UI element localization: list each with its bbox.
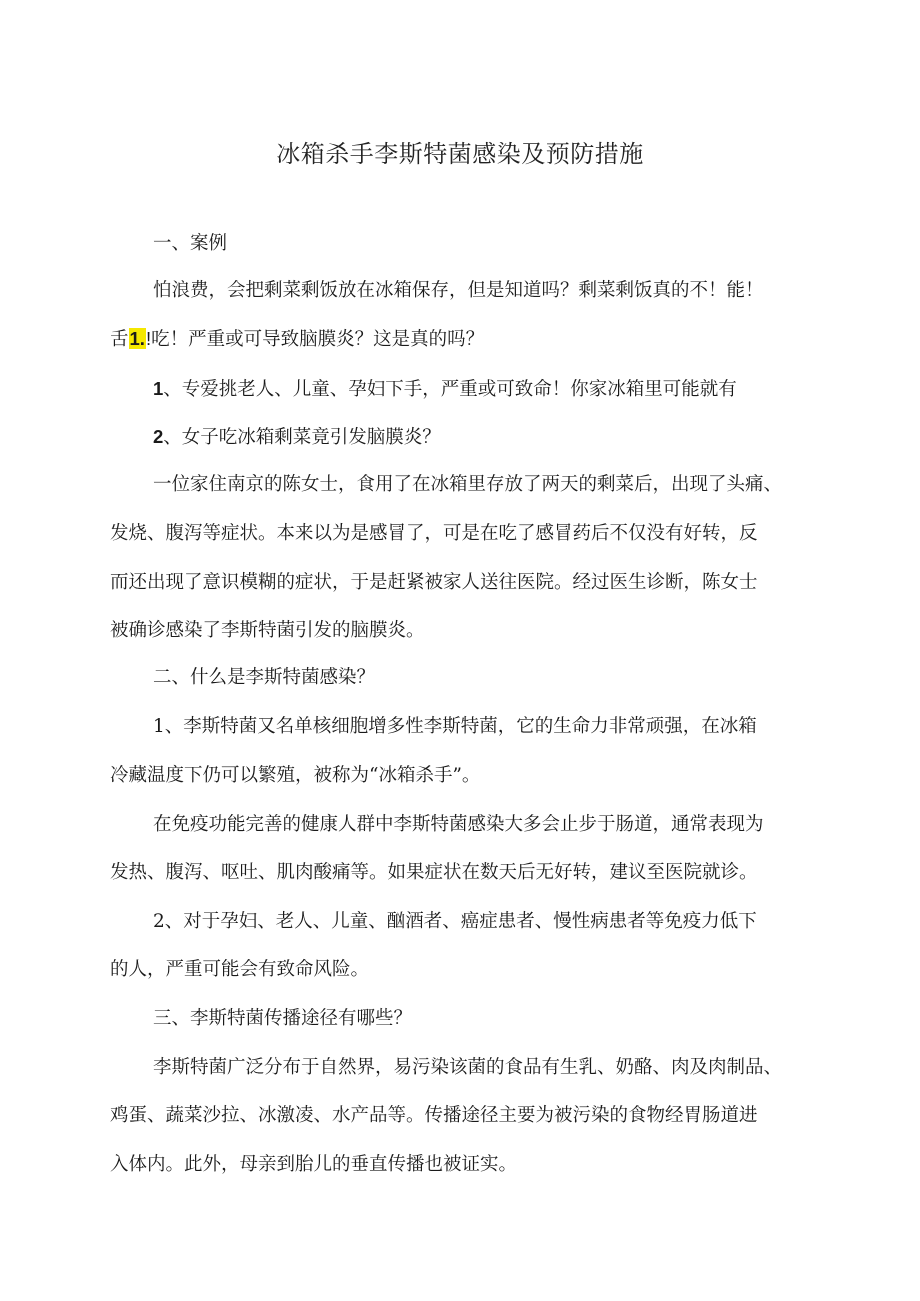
paragraph-line: 怕浪费，会把剩菜剩饭放在冰箱保存，但是知道吗？剩菜剩饭真的不！能！ — [153, 280, 764, 301]
text-fragment: ! — [145, 328, 152, 349]
paragraph-line: 发热、腹泻、呕吐、肌肉酸痛等。如果症状在数天后无好转，建议至医院就诊。 — [110, 862, 758, 883]
text-fragment: 舌 — [110, 329, 129, 350]
highlight-mark: 1. — [129, 328, 145, 349]
section-heading-what-is: 二、什么是李斯特菌感染？ — [153, 667, 376, 688]
paragraph-line: 冷藏温度下仍可以繁殖，被称为“冰箱杀手”。 — [110, 765, 481, 786]
section-heading-transmission: 三、李斯特菌传播途径有哪些？ — [153, 1008, 413, 1029]
document-title: 冰箱杀手李斯特菌感染及预防措施 — [276, 140, 644, 168]
list-item-text: 、专爱挑老人、儿童、孕妇下手，严重或可致命！你家冰箱里可能就有 — [163, 379, 737, 400]
paragraph-line: 鸡蛋、蔬菜沙拉、冰激凌、水产品等。传播途径主要为被污染的食物经胃肠道进 — [110, 1105, 758, 1126]
list-item-text: 、女子吃冰箱剩菜竟引发脑膜炎？ — [163, 427, 441, 448]
section-heading-case: 一、案例 — [153, 233, 228, 254]
paragraph-line: 在免疫功能完善的健康人群中李斯特菌感染大多会止步于肠道，通常表现为 — [153, 814, 764, 835]
paragraph-line: 被确诊感染了李斯特菌引发的脑膜炎。 — [110, 620, 425, 641]
paragraph-line: 的人，严重可能会有致命风险。 — [110, 959, 370, 980]
text-fragment: 吃！严重或可导致脑膜炎？这是真的吗？ — [151, 329, 485, 350]
paragraph-line: 入体内。此外，母亲到胎儿的垂直传播也被证实。 — [110, 1154, 518, 1175]
paragraph-line: 李斯特菌广泛分布于自然界，易污染该菌的食品有生乳、奶酪、肉及肉制品、 — [153, 1057, 783, 1078]
list-number: 1 — [153, 378, 164, 399]
paragraph-line: 而还出现了意识模糊的症状，于是赶紧被家人送往医院。经过医生诊断，陈女士 — [110, 572, 758, 593]
paragraph-line: 一位家住南京的陈女士，食用了在冰箱里存放了两天的剩菜后，出现了头痛、 — [153, 474, 783, 495]
paragraph-line — [110, 326, 484, 353]
paragraph-line: 发烧、腹泻等症状。本来以为是感冒了，可是在吃了感冒药后不仅没有好转，反 — [110, 523, 758, 544]
paragraph-line: 1、李斯特菌又名单核细胞增多性李斯特菌，它的生命力非常顽强，在冰箱 — [153, 716, 757, 737]
paragraph-line: 2、对于孕妇、老人、儿童、酗酒者、癌症患者、慢性病患者等免疫力低下 — [153, 911, 757, 932]
list-item — [153, 376, 737, 403]
list-number: 2 — [153, 426, 164, 447]
list-item — [153, 424, 441, 451]
